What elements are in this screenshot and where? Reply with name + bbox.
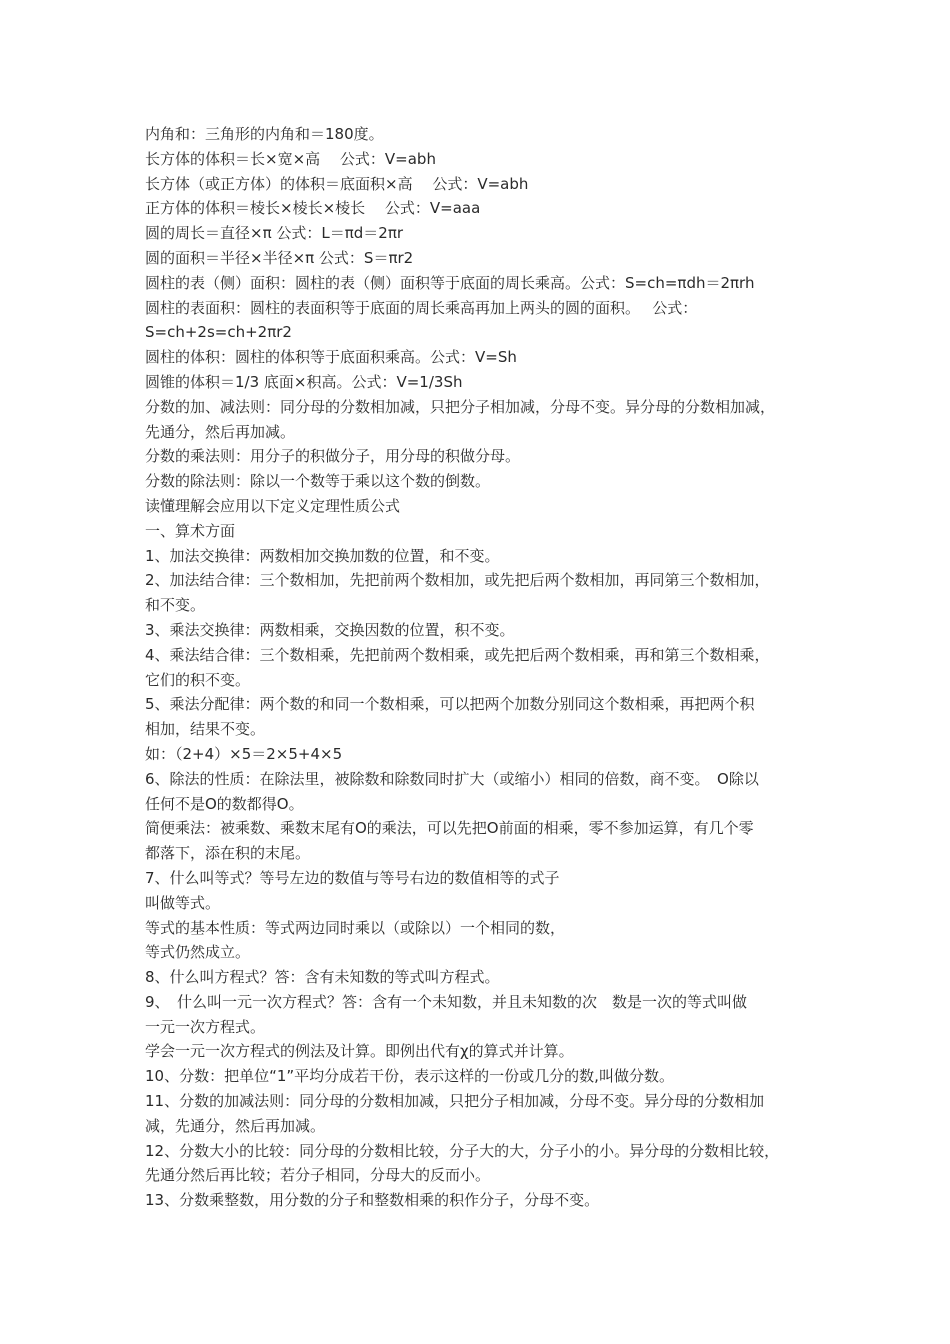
document-body [145, 122, 810, 1213]
text-line: 11、分数的加减法则：同分母的分数相加减，只把分子相加减，分母不变。异分母的分数相加 [145, 1092, 765, 1111]
text-line: 9、 什么叫一元一次方程式？答：含有一个未知数，并且未知数的次 数是一次的等式叫做 [145, 992, 748, 1011]
text-line: 长方体的体积＝长×宽×高 公式：V=abh [145, 149, 436, 168]
text-line: 正方体的体积＝棱长×棱长×棱长 公式：V=aaa [145, 199, 481, 218]
text-line: 5、乘法分配律：两个数的和同一个数相乘，可以把两个加数分别同这个数相乘，再把两个积 [145, 695, 755, 714]
text-line: 13、分数乘整数，用分数的分子和整数相乘的积作分子，分母不变。 [145, 1191, 600, 1210]
text-line: 3、乘法交换律：两数相乘，交换因数的位置，积不变。 [145, 620, 515, 639]
text-line: 分数的加、减法则：同分母的分数相加减，只把分子相加减，分母不变。异分母的分数相加减， [145, 397, 776, 416]
text-line: 10、分数：把单位“1”平均分成若干份，表示这样的一份或几分的数,叫做分数。 [145, 1067, 674, 1086]
text-line: 减，先通分，然后再加减。 [145, 1116, 326, 1135]
text-line: 等式仍然成立。 [145, 943, 251, 962]
text-line: 如：（2+4）×5＝2×5+4×5 [145, 744, 343, 763]
text-line: 圆的面积＝半径×半径×π 公式：S＝πr2 [145, 248, 414, 267]
text-line: 任何不是O的数都得O。 [145, 794, 304, 813]
text-line: 圆锥的体积＝1/3 底面×积高。公式：V=1/3Sh [145, 372, 463, 391]
text-line: 长方体（或正方体）的体积＝底面积×高 公式：V=abh [145, 174, 529, 193]
text-line: 简便乘法：被乘数、乘数末尾有O的乘法，可以先把O前面的相乘，零不参加运算，有几个零 [145, 819, 754, 838]
text-line: 8、什么叫方程式？答：含有未知数的等式叫方程式。 [145, 968, 500, 987]
text-line: 先通分，然后再加减。 [145, 422, 296, 441]
text-line: 等式的基本性质：等式两边同时乘以（或除以）一个相同的数， [145, 918, 566, 937]
text-line: 1、加法交换律：两数相加交换加数的位置，和不变。 [145, 546, 500, 565]
text-line: 圆柱的表（侧）面积：圆柱的表（侧）面积等于底面的周长乘高。公式：S=ch=πdh＝2πrh [145, 273, 755, 292]
text-line: S=ch+2s=ch+2πr2 [145, 323, 292, 342]
text-line: 都落下，添在积的末尾。 [145, 844, 311, 863]
text-line: 读懂理解会应用以下定义定理性质公式 [145, 496, 401, 515]
text-line: 2、加法结合律：三个数相加，先把前两个数相加，或先把后两个数相加，再同第三个数相加， [145, 571, 770, 590]
text-line: 4、乘法结合律：三个数相乘，先把前两个数相乘，或先把后两个数相乘，再和第三个数相乘， [145, 645, 770, 664]
text-line: 和不变。 [145, 596, 206, 615]
text-line: 它们的积不变。 [145, 670, 251, 689]
text-line: 圆的周长＝直径×π 公式：L＝πd＝2πr [145, 224, 404, 243]
text-line: 学会一元一次方程式的例法及计算。即例出代有χ的算式并计算。 [145, 1042, 574, 1061]
text-line: 叫做等式。 [145, 893, 221, 912]
text-line: 12、分数大小的比较：同分母的分数相比较，分子大的大，分子小的小。异分母的分数相比较， [145, 1141, 780, 1160]
text-line: 圆柱的体积：圆柱的体积等于底面积乘高。公式：V=Sh [145, 348, 517, 367]
text-line: 一元一次方程式。 [145, 1017, 266, 1036]
text-line: 相加，结果不变。 [145, 720, 266, 739]
text-line: 先通分然后再比较；若分子相同，分母大的反而小。 [145, 1166, 491, 1185]
text-line: 分数的乘法则：用分子的积做分子，用分母的积做分母。 [145, 447, 521, 466]
text-line: 内角和：三角形的内角和＝180度。 [145, 125, 384, 143]
text-line: 7、什么叫等式？等号左边的数值与等号右边的数值相等的式子 [145, 868, 560, 887]
text-line: 6、除法的性质：在除法里，被除数和除数同时扩大（或缩小）相同的倍数，商不变。 O除以 [145, 769, 759, 788]
text-line: 分数的除法则：除以一个数等于乘以这个数的倒数。 [145, 472, 491, 491]
text-line: 圆柱的表面积：圆柱的表面积等于底面的周长乘高再加上两头的圆的面积。 公式： [145, 298, 698, 317]
section-heading: 一、算术方面 [145, 521, 236, 540]
